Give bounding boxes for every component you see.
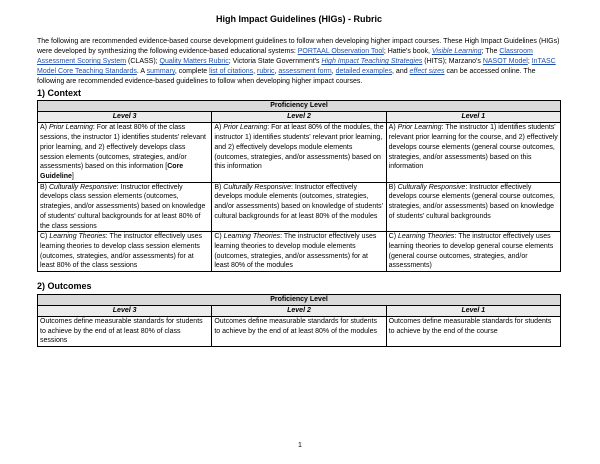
document-page [37, 14, 561, 347]
rubric-cell: C) Learning Theories: The instructor effectively uses learning theories to develop general course elements (general course outcomes, strategies, and/or assessments) [386, 232, 560, 272]
criterion-text: : The instructor effectively uses learning theories to develop class session elements (outcomes, strategies, and/or assessments) for at least 80% of the class sessions [40, 233, 203, 270]
rubric-cell: A) Prior Learning: The instructor 1) identifies students' relevant prior learning for the course, and 2) effectively develops course elements (general course outcomes, strategies, and/or assessments) based on this information [386, 123, 560, 182]
intro-text: (CLASS); [126, 58, 160, 66]
table-row [38, 317, 561, 347]
rubric-cell: Outcomes define measurable standards for students to achieve by the end of the course [386, 317, 560, 347]
level-header: Level 1 [386, 112, 560, 123]
intro-text: , complete [174, 68, 210, 76]
table-row [38, 123, 561, 182]
rubric-cell: B) Culturally Responsive: Instructor effectively develops class session elements (outcomes, strategies, and/or assessments) based on knowledge of students' cultural backgrounds for at least 80% of the class sessions [38, 182, 212, 232]
link-citations[interactable]: list of citations [209, 68, 254, 76]
outcomes-rubric-table [37, 294, 561, 347]
page-title: High Impact Guidelines (HIGs) - Rubric [215, 14, 383, 24]
rubric-cell: B) Culturally Responsive: Instructor effectively develops module elements (outcomes, strategies, and/or assessments) based on knowledge of students' cultural backgrounds for at least 80% of the modules [212, 182, 386, 232]
intro-text: ; Victoria State Government's [228, 58, 322, 66]
criterion-text: : The instructor 1) identifies students' relevant prior learning for the course, and 2) effectively develops course elements (general course outcomes, strategies, and/or assessments) based on this information [388, 124, 558, 171]
level-header: Level 3 [38, 112, 212, 123]
level-header: Level 2 [212, 112, 386, 123]
criterion-term: Culturally Responsive [223, 183, 291, 191]
criterion-text: : Instructor effectively develops course elements (general course outcomes, strategies, and/or assessments) based on knowledge of students' cultural backgrounds [388, 183, 555, 220]
link-intasc[interactable]: InTASC Model Core Teaching Standards [37, 58, 556, 76]
intro-text: The following are recommended evidence-based course development guidelines to follow when developing higher impact courses. These High Impact Guidelines (HIGs) were developed by synthesizing the following evidence-based educational systems: [37, 38, 560, 56]
link-effect-sizes-text: effect sizes [409, 68, 445, 76]
table-row [38, 232, 561, 272]
criterion-term: Prior Learning [48, 124, 93, 132]
criterion-term: Prior Learning [223, 124, 268, 132]
table-row [38, 182, 561, 232]
link-class[interactable]: Classroom Assessment Scoring System [37, 48, 533, 66]
context-rubric-table [37, 100, 561, 272]
criterion-text: : Instructor effectively develops module elements (outcomes, strategies, and/or assessments) based on knowledge of students' cultural backgrounds for at least 80% of the modules [214, 183, 383, 220]
intro-text: . A [136, 68, 147, 76]
link-hits[interactable] [321, 58, 422, 65]
intro-text: (HITS); Marzano's [422, 58, 483, 66]
rubric-cell: B) Culturally Responsive: Instructor effectively develops course elements (general course outcomes, strategies, and/or assessments) based on knowledge of students' cultural backgrounds [386, 182, 560, 232]
section-heading-outcomes: 2) Outcomes [37, 281, 92, 292]
criterion-text: : Instructor effectively develops class session elements (outcomes, strategies, and/or assessments) based on knowledge of students' cultural backgrounds for at least 80% of the class sessions [40, 183, 206, 230]
level-header: Level 3 [38, 306, 212, 317]
criterion-text: : For at least 80% of the modules, the instructor 1) identifies students' relevant prior learning, and 2) effectively develops module elements (outcomes, strategies, and/or assessments) based on this information [214, 124, 384, 171]
rubric-cell: Outcomes define measurable standards for students to achieve by the end of at least 80% of the modules [212, 317, 386, 347]
criterion-text: : For at least 80% of the class sessions, the instructor 1) identifies students' relevant prior learning, and 2) effectively develops class session elements (outcomes, strategies, and/or assessments) based on this information [ [40, 124, 206, 171]
proficiency-header: Proficiency Level [38, 295, 561, 306]
link-assessment-form[interactable]: assessment form [278, 68, 332, 76]
link-nasot[interactable]: NASOT Model [482, 58, 528, 66]
intro-text: , [274, 68, 279, 76]
criterion-term: Prior Learning [397, 124, 442, 132]
intro-text: can be accessed online. The following are recommended evidence-based guidelines to follow when developing higher impact courses. [37, 68, 536, 86]
intro-text: ; The [481, 48, 500, 56]
intro-text: ; [527, 58, 532, 66]
link-visible-learning-text: Visible Learning [431, 48, 482, 56]
link-visible-learning[interactable] [432, 48, 482, 55]
criterion-term: Learning Theories [223, 233, 281, 241]
criterion-term: Learning Theories [49, 233, 106, 241]
link-rubric[interactable]: rubric [257, 68, 275, 76]
criterion-term: Learning Theories [398, 233, 455, 241]
page-number: 1 [298, 442, 302, 449]
proficiency-header: Proficiency Level [38, 101, 561, 112]
link-quality-matters[interactable]: Quality Matters Rubric [159, 58, 229, 66]
intro-text: , [331, 68, 336, 76]
criterion-term: Culturally Responsive [48, 183, 117, 191]
criterion-end: ] [71, 172, 74, 180]
intro-text: ; Hattie's book, [383, 48, 432, 56]
rubric-cell: C) Learning Theories: The instructor effectively uses learning theories to develop module elements (outcomes, strategies, and/or assessments) for at least 80% of the modules [212, 232, 386, 272]
core-guideline-label: Core Guideline [40, 163, 184, 180]
level-header: Level 2 [212, 306, 386, 317]
link-hits-text: High Impact Teaching Strategies [321, 58, 423, 66]
criterion-term: Culturally Responsive [397, 183, 466, 191]
link-detailed-examples[interactable]: detailed examples [335, 68, 393, 76]
intro-text: , [253, 68, 257, 76]
link-effect-sizes[interactable] [410, 68, 445, 75]
level-header: Level 1 [386, 306, 560, 317]
intro-text: , and [392, 68, 410, 76]
link-portaal[interactable]: PORTAAL Observation Tool [297, 48, 384, 56]
criterion-text: : The instructor effectively uses learning theories to develop module elements (outcomes, strategies, and/or assessments) for at least 80% of the modules [214, 233, 377, 270]
link-summary[interactable]: summary [146, 68, 175, 76]
criterion-text: : The instructor effectively uses learning theories to develop general course elements (general course outcomes, strategies, and/or assessments) [388, 233, 554, 270]
rubric-cell: Outcomes define measurable standards for students to achieve by the end of at least 80% of class sessions [38, 317, 212, 347]
rubric-cell: C) Learning Theories: The instructor effectively uses learning theories to develop class session elements (outcomes, strategies, and/or assessments) for at least 80% of the class sessions [38, 232, 212, 272]
rubric-cell: A) Prior Learning: For at least 80% of the modules, the instructor 1) identifies students' relevant prior learning, and 2) effectively develops module elements (outcomes, strategies, and/or assessments) based on this information [212, 123, 386, 182]
intro-paragraph [37, 37, 561, 87]
section-heading-context: 1) Context [37, 88, 82, 99]
rubric-cell: A) Prior Learning: For at least 80% of the class sessions, the instructor 1) identifies students' relevant prior learning, and 2) effectively develops class session elements (outcomes, strategies, and/or assessments) based on this information [Core Guideline] [38, 123, 212, 182]
